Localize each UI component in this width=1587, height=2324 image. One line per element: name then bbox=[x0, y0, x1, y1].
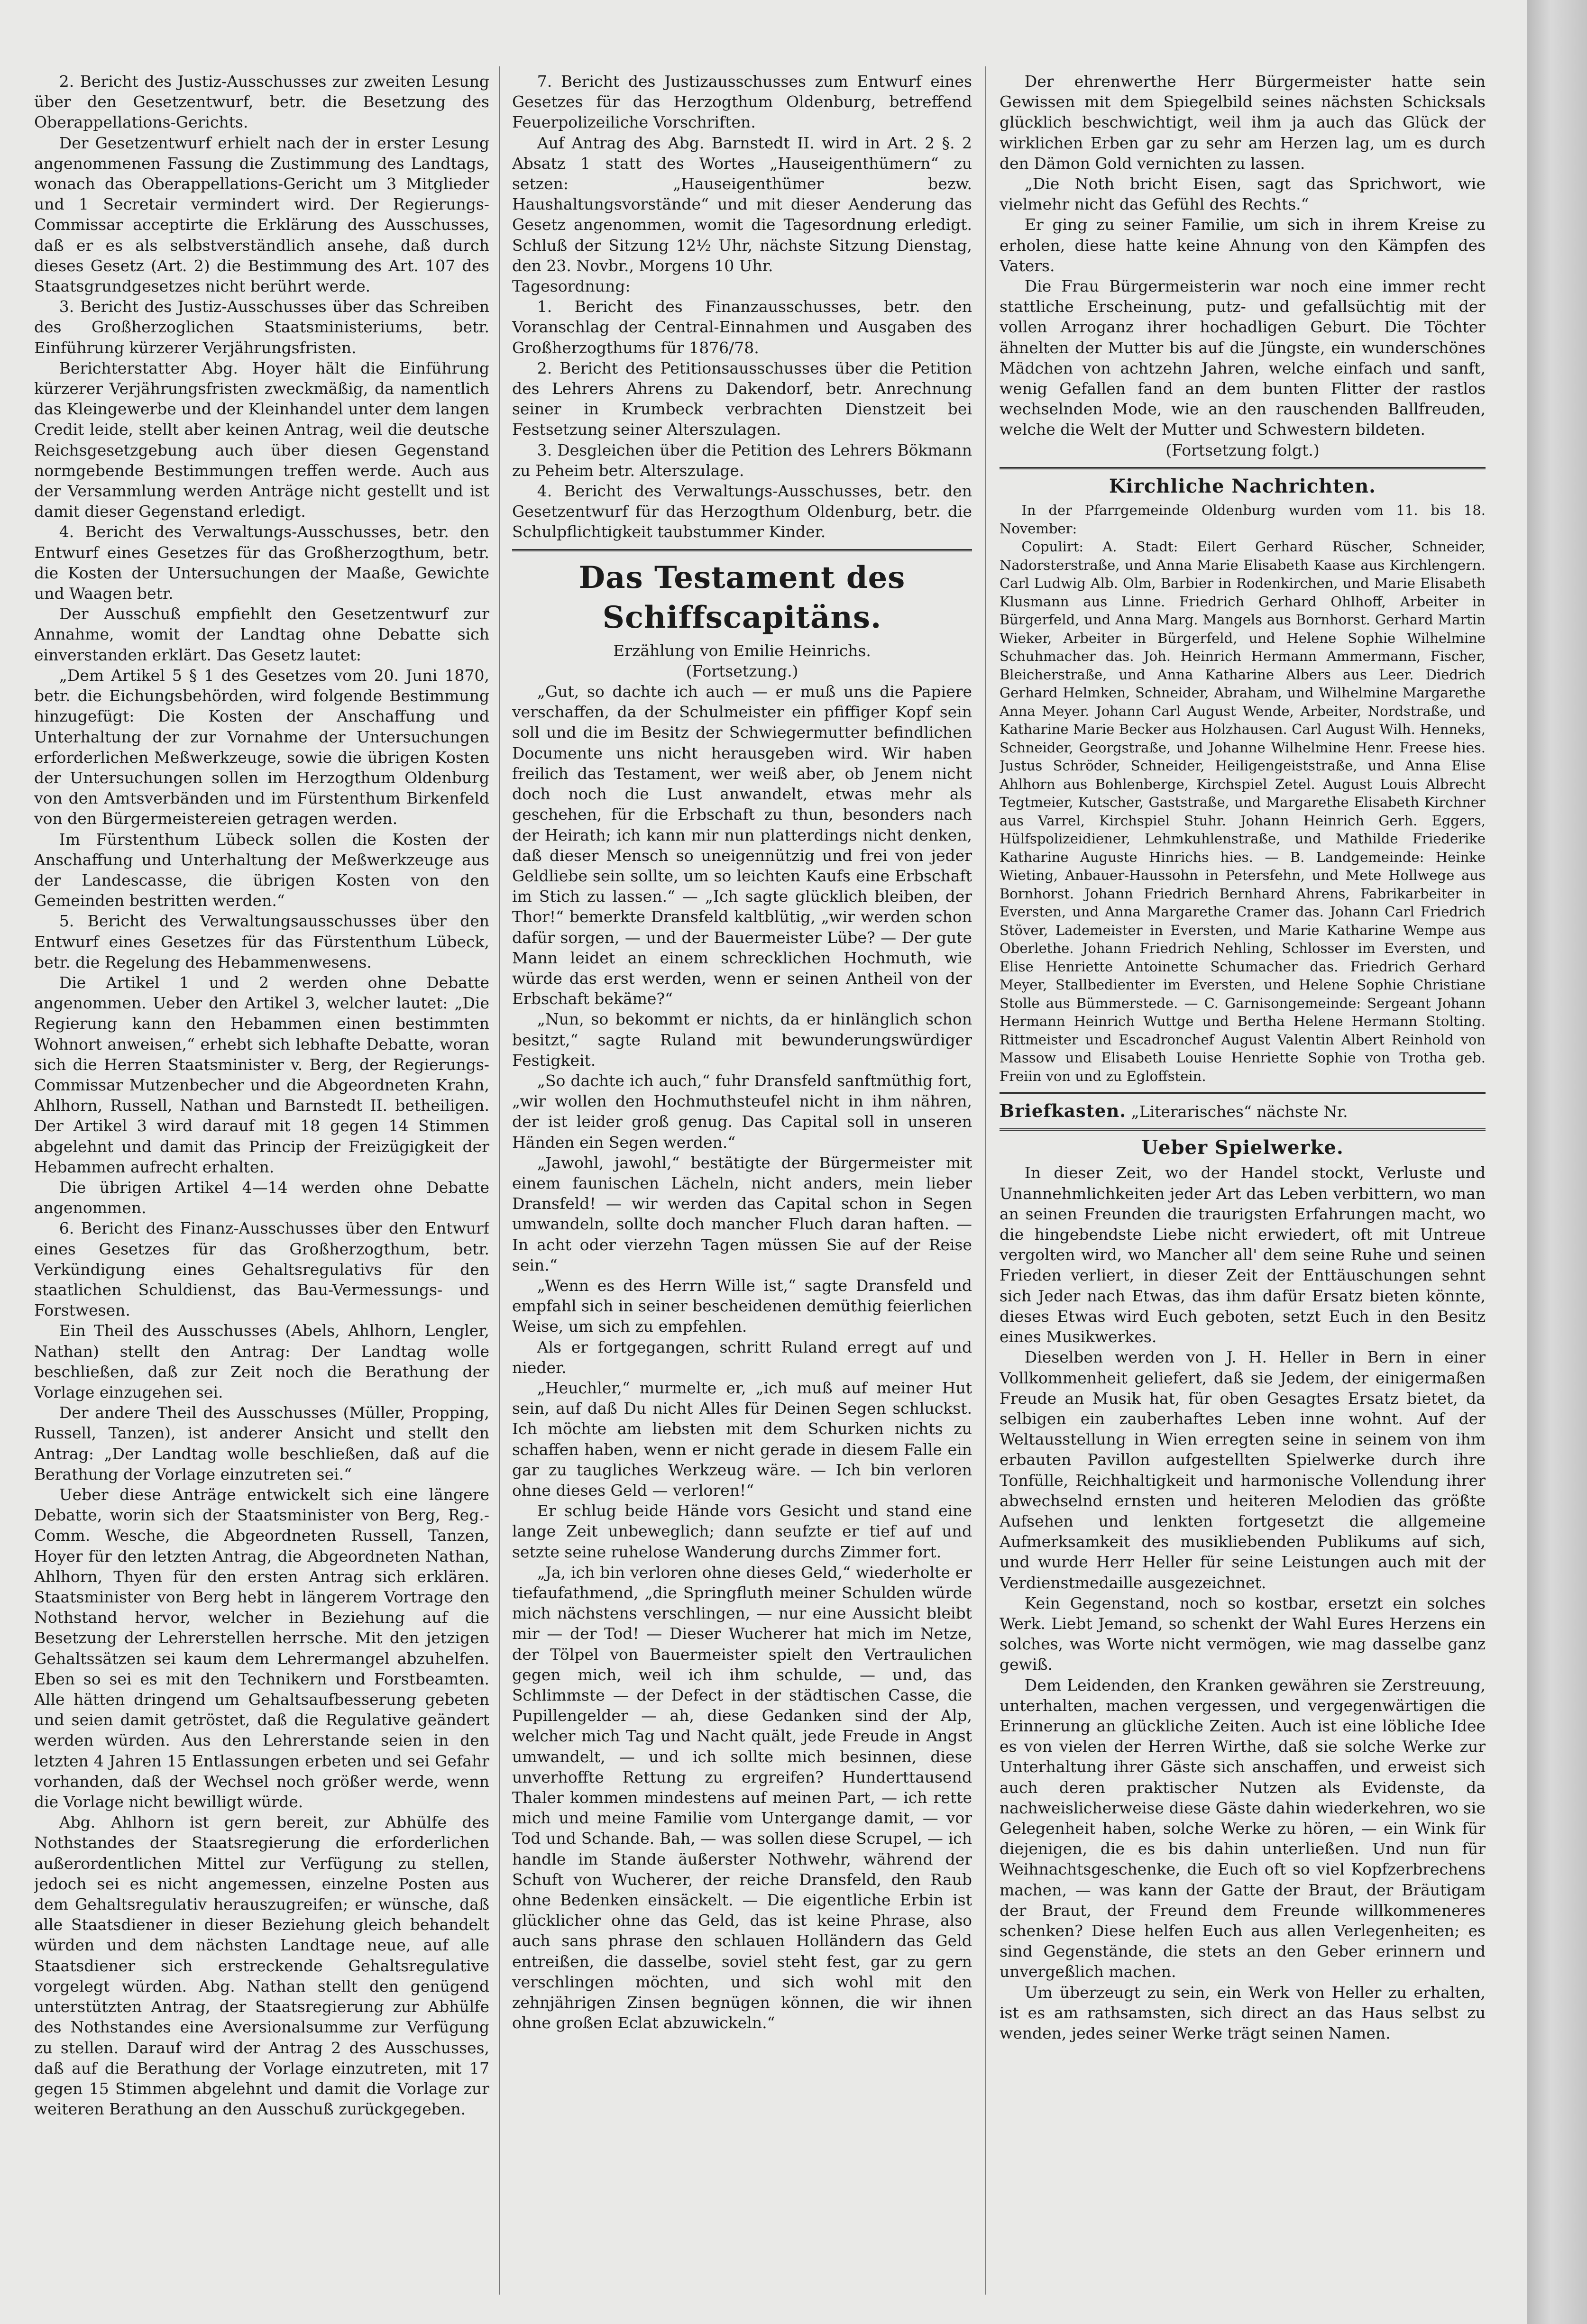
report-5-rest: Die übrigen Artikel 4—14 werden ohne Debatte angenommen. bbox=[34, 1178, 489, 1217]
story-para-3: „So dachte ich auch,“ fuhr Dransfeld sanftmüthig fort, „wir wollen den Hochmuthsteufel nicht in ihm nähren, der ist leider groß genug. Das Capital soll in unseren Händen ein Segen werden.“ bbox=[512, 1071, 972, 1152]
report-2: 2. Bericht des Justiz-Ausschusses zur zweiten Lesung über den Gesetzentwurf, betr. die Besetzung des Oberappellations-Gerichts. bbox=[34, 72, 489, 132]
law-text-1: „Dem Artikel 5 § 1 des Gesetzes vom 20. Juni 1870, betr. die Eichungsbehörden, wird folgende Bestimmung hinzugefügt: Die Kosten der Anschaffung und Unterhaltung der zur Vornahme der Untersuchungen erforderlichen Meßwerkzeuge, sowie die übrigen Kosten der Untersuchungen sollen im Herzogthum Oldenburg von den Amtsverbänden und im Fürstenthum Birkenfeld von den Bürgermeistereien getragen werden. bbox=[34, 666, 489, 828]
section-rule bbox=[1000, 467, 1486, 469]
story-title: Das Testament des Schiffscapitäns. bbox=[578, 559, 906, 635]
report-4-body: Der Ausschuß empfiehlt den Gesetzentwurf zur Annahme, womit der Landtag ohne Debatte sich einverstanden erklärt. Das Gesetz lautet: bbox=[34, 604, 489, 664]
report-4: 4. Bericht des Verwaltungs-Ausschusses, betr. den Entwurf eines Gesetzes für das Großherzogthum, betr. die Kosten der Untersuchungen der Maaße, Gewichte und Waagen betr. bbox=[34, 522, 489, 603]
report-6-motion-a: Ein Theil des Ausschusses (Abels, Ahlhorn, Lengler, Nathan) stellt den Antrag: Der Landtag wolle beschließen, daß zur Zeit noch die Berathung der Vorlage einzugehen sei. bbox=[34, 1321, 489, 1401]
story-cont-3: Er ging zu seiner Familie, um sich in ihrem Kreise zu erholen, diese hatte keine Ahnung von den Kämpfen des Vaters. bbox=[1000, 215, 1486, 275]
agenda-item-2: 2. Bericht des Petitionsausschusses über die Petition des Lehrers Ahrens zu Dakendorf, betr. Anrechnung seiner in Krumbeck verbrachten Dienstzeit bei Festsetzung seiner Alterszulagen. bbox=[512, 358, 972, 439]
agenda-heading: Tagesordnung: bbox=[512, 277, 631, 296]
report-6-ahlhorn: Abg. Ahlhorn ist gern bereit, zur Abhülfe des Nothstandes der Staatsregierung die erforderlichen außerordentlichen Mittel zur Verfügung zu stellen, jedoch sei es nicht angemessen, einzelne Posten aus dem Gehaltsregulativ herauszugreifen; er wünsche, daß alle Staatsdiener in dieser Beziehung gleich behandelt würden und dem nächsten Landtage neue, auf alle Staatsdiener sich erstreckende Gehaltsregulative vorgelegt würden. Abg. Nathan stellt den genügend unterstützten Antrag, der Staatsregierung zur Abhülfe des Nothstandes eine Aversionalsumme zur Verfügung zu stellen. Darauf wird der Antrag 2 des Ausschusses, daß auf die Berathung der Vorlage einzutreten, mit 17 gegen 15 Stimmen abgelehnt und damit die Vorlage zur weiteren Berathung an den Ausschuß zurückgegeben. bbox=[34, 1813, 489, 2119]
page-edge bbox=[1527, 0, 1587, 2324]
section-rule bbox=[512, 549, 972, 551]
church-news-text: Copulirt: A. Stadt: Eilert Gerhard Rüscher, Schneider, Nadorsterstraße, und Anna Marie Elisabeth Kaase aus Kirchlengern. Carl Ludwig Alb. Olm, Barbier in Rodenkirchen, und Marie Elisabeth Klusmann aus Linne. Friedrich Gerhard Ohlhoff, Arbeiter in Bürgerfeld, und Anna Marg. Mangels aus Bornhorst. Gerhard Martin Wieker, Arbeiter in Bürgerfeld, und Helene Sophie Wilhelmine Schuhmacher das. Joh. Heinrich Hermann Ammermann, Fischer, Bleicherstraße, und Anna Katharine Albers aus Leer. Diedrich Gerhard Helmken, Schneider, Abraham, und Wilhelmine Margarethe Anna Meyer. Johann Carl August Wende, Arbeiter, Nordstraße, und Katharine Marie Becker aus Holzhausen. Carl August Wilh. Henneks, Schneider, Georgstraße, und Johanne Wilhelmine Henr. Freese hies. Justus Schröder, Schneider, Heiligengeiststraße, und Anna Elise Ahlhorn aus Bohlenberge, Kirchspiel Zetel. August Louis Albrecht Tegtmeier, Kutscher, Gaststraße, und Margarethe Elisabeth Kirchner aus Varrel, Kirchspiel Stuhr. Johann Heinrich Gerh. Eggers, Hülfspolizeidiener, Lehmkuhlenstraße, und Mathilde Friederike Katharine Auguste Hinrichs hies. — B. Landgemeinde: Heinke Wieting, Anbauer-Haussohn in Petersfehn, und Mete Hollwege aus Bornhorst. Johann Friedrich Bernhard Ahrens, Fabrikarbeiter in Eversten, und Anna Margarethe Cramer das. Johann Carl Friedrich Stöver, Lademeister in Eversten, und Marie Katharine Wempe aus Oberlethe. Johann Friedrich Nehling, Schlosser im Eversten, und Elise Henriette Antoinette Schumacher das. Friedrich Gerhard Meyer, Stallbedienter im Eversten, und Helene Sophie Christiane Stolle aus Bümmerstede. — C. Garnisongemeinde: Sergeant Johann Hermann Heinrich Wuttge und Bertha Helene Hermann Stolting. Rittmeister und Escadronchef August Valentin Albert Reinhold von Massow und Elisabeth Louise Henriette Sophie von Trotha geb. Freiin von und zu Egloffstein. bbox=[1000, 539, 1486, 1084]
mailbox-title: Briefkasten. bbox=[1000, 1100, 1127, 1122]
mailbox bbox=[1000, 1101, 1486, 1122]
story-continuation: (Fortsetzung.) bbox=[686, 661, 798, 680]
law-text-2: Im Fürstenthum Lübeck sollen die Kosten der Anschaffung und Unterhaltung der Meßwerkzeuge aus der Landescasse, die übrigen Kosten von den Gemeinden bestritten werden.“ bbox=[34, 830, 489, 910]
mailbox-text: „Literarisches“ nächste Nr. bbox=[1131, 1102, 1348, 1121]
report-7: 7. Bericht des Justizausschusses zum Entwurf eines Gesetzes für das Herzogthum Oldenburg, betreffend Feuerpolizeiliche Vorschriften. bbox=[512, 72, 972, 132]
report-5: 5. Bericht des Verwaltungsausschusses über den Entwurf eines Gesetzes für das Fürstenthum Lübeck, betr. die Regelung des Hebammenwesens. bbox=[34, 912, 489, 971]
column-divider-1 bbox=[499, 66, 500, 2295]
ad-title: Ueber Spielwerke. bbox=[1141, 1136, 1344, 1159]
ad-para-3: Kein Gegenstand, noch so kostbar, ersetzt ein solches Werk. Liebt Jemand, so schenkt der Wahl Eures Herzens ein solches, was Worte nicht vermögen, wie mag dasselbe ganz gewiß. bbox=[1000, 1593, 1486, 1674]
report-6-motion-b: Der andere Theil des Ausschusses (Müller, Propping, Russell, Tanzen), ist anderer Ansicht und stellt den Antrag: „Der Landtag wolle beschließen, daß auf die Berathung der Vorlage einzutreten sei.“ bbox=[34, 1403, 489, 1483]
story-byline: Erzählung von Emilie Heinrichs. bbox=[613, 641, 871, 660]
column-3 bbox=[1000, 71, 1486, 2299]
column-divider-2 bbox=[985, 66, 986, 2295]
story-para-6: Als er fortgegangen, schritt Ruland erregt auf und nieder. bbox=[512, 1337, 972, 1377]
church-news-title: Kirchliche Nachrichten. bbox=[1109, 475, 1376, 497]
story-footer: (Fortsetzung folgt.) bbox=[1165, 440, 1320, 459]
ad-para-2: Dieselben werden von J. H. Heller in Bern in einer Vollkommenheit geliefert, daß sie Jedem, der einigermaßen Freude an Musik hat, für oben Gesagtes Ersatz bietet, da selbigen ein zauberhaftes Leben inne wohnt. Auf der Weltausstellung in Wien erregten seine in seinem von ihm erbauten Pavillon aufgestellten Spielwerke durch ihre Tonfülle, Reichhaltigkeit und harmonische Vollendung ihrer abwechselnd ernsten und heiteren Melodien das größte Aufsehen und lenkten fortgesetzt die allgemeine Aufmerksamkeit des musikliebenden Publikums auf sich, und wurde Herr Heller für seine Leistungen auch mit der Verdienstmedaille ausgezeichnet. bbox=[1000, 1348, 1486, 1592]
report-2-body: Der Gesetzentwurf erhielt nach der in erster Lesung angenommenen Fassung die Zustimmung des Landtags, wonach das Oberappellations-Gericht um 3 Mitglieder und 1 Secretair vermindert wird. Der Regierungs-Commissar acceptirte die Erklärung des Ausschusses, daß er es als selbstverständlich ansehe, daß durch dieses Gesetz (Art. 2) die Bestimmung des Art. 107 des Staatsgrundgesetzes nicht berührt werde. bbox=[34, 133, 489, 296]
report-5-body: Die Artikel 1 und 2 werden ohne Debatte angenommen. Ueber den Artikel 3, welcher lautet: „Die Regierung kann den Hebammen einen bestimmten Wohnort anweisen,“ erhebt sich lebhafte Debatte, woran sich die Herren Staatsminister v. Berg, der Regierungs-Commissar Mutzenbecher und die Abgeordneten Krahn, Ahlhorn, Russell, Nathan und Barnstedt II. betheiligen. Der Artikel 3 wird darauf mit 18 gegen 14 Stimmen abgelehnt und damit das Princip der Freizügigkeit der Hebammen aufrecht erhalten. bbox=[34, 973, 489, 1176]
agenda-item-3: 3. Desgleichen über die Petition des Lehrers Bökmann zu Peheim betr. Alterszulage. bbox=[512, 440, 972, 480]
agenda-item-4: 4. Bericht des Verwaltungs-Ausschusses, betr. den Gesetzentwurf für das Herzogthum Oldenburg, betr. die Schulpflichtigkeit taubstummer Kinder. bbox=[512, 482, 972, 541]
report-3-body: Berichterstatter Abg. Hoyer hält die Einführung kürzerer Verjährungsfristen zweckmäßig, da namentlich das Kleingewerbe und der Kleinhandel unter dem langen Credit leide, stellt aber keinen Antrag, weil die deutsche Reichsgesetzgebung auch über diesen Gegenstand normgebende Bestimmungen treffen werde. Auch aus der Versammlung werden Anträge nicht gestellt und ist damit dieser Gegenstand erledigt. bbox=[34, 358, 489, 521]
story-para-1: „Gut, so dachte ich auch — er muß uns die Papiere verschaffen, da der Schulmeister ein pfiffiger Kopf sein soll und die im Besitz der Schwiegermutter befindlichen Documente uns nicht herausgeben wird. Wir haben freilich das Testament, wer weiß aber, ob Jenem nicht doch noch die Lust anwandelt, etwas mehr als geschehen, für die Erbschaft zu thun, besonders nach der Heirath; ich kann mir nun platterdings nicht denken, daß dieser Mensch so uneigennützig und frei von jeder Geldliebe sein sollte, um so leichten Kaufs eine Erbschaft im Stich zu lassen.“ — „Ich sagte glücklich bleiben, der Thor!“ bemerkte Dransfeld kaltblütig, „wir werden schon dafür sorgen, — und der Bauermeister Lübe? — Der gute Mann leidet an einem schrecklichen Hochmuth, wie würde das erst werden, wenn er seinen Antheil von der Erbschaft bekäme?“ bbox=[512, 682, 972, 1008]
story-para-7: „Heuchler,“ murmelte er, „ich muß auf meiner Hut sein, auf daß Du nicht Alles für Deinen Segen schluckst. Ich möchte am liebsten mit dem Schurken nichts zu schaffen haben, wenn er nicht gerade in diesem Falle ein gar zu taugliches Werkzeug wäre. — Ich bin verloren ohne dieses Geld — verloren!“ bbox=[512, 1378, 972, 1500]
agenda-item-1: 1. Bericht des Finanzausschusses, betr. den Voranschlag der Central-Einnahmen und Ausgaben des Großherzogthums für 1876/78. bbox=[512, 297, 972, 357]
story-para-8: Er schlug beide Hände vors Gesicht und stand eine lange Zeit unbeweglich; dann seufzte er tief auf und setzte seine ruhelose Wanderung durchs Zimmer fort. bbox=[512, 1501, 972, 1561]
report-6: 6. Bericht des Finanz-Ausschusses über den Entwurf eines Gesetzes für das Großherzogthum, betr. Verkündigung eines Gehaltsregulativs für den staatlichen Schuldienst, das Bau-Vermessungs- und Forstwesen. bbox=[34, 1219, 489, 1320]
story-para-5: „Wenn es des Herrn Wille ist,“ sagte Dransfeld und empfahl sich in seiner bescheidenen demüthig feierlichen Weise, um sich zu empfehlen. bbox=[512, 1276, 972, 1336]
ad-para-4: Dem Leidenden, den Kranken gewähren sie Zerstreuung, unterhalten, machen vergessen, und vergegenwärtigen die Erinnerung an glückliche Zeiten. Auch ist eine löbliche Idee es von vielen der Herren Wirthe, daß sie solche Werke zur Unterhaltung ihrer Gäste sich anschaffen, und erweist sich auch deren praktischer Nutzen als Evidenste, da nachweislicherweise diese Gäste dahin wiederkehren, wo sie Gelegenheit haben, solche Werke zu hören, — ein Wink für diejenigen, die es bis dahin unterließen. Und nun für Weihnachtsgeschenke, die Euch oft so viel Kopfzerbrechens machen, — was kann der Gatte der Braut, der Bräutigam der Braut, der Freund dem Freunde willkommeneres schenken? Diese helfen Euch aus allen Verlegenheiten; es sind Gegenstände, die stets an den Geber erinnern und unvergeßlich machen. bbox=[1000, 1675, 1486, 1981]
column-1 bbox=[34, 71, 489, 2299]
story-para-4: „Jawohl, jawohl,“ bestätigte der Bürgermeister mit einem faunischen Lächeln, nicht anders, mein lieber Dransfeld! — wir werden das Capital schon in Segen umwandeln, sollte doch mancher Fluch daran haften. — In acht oder vierzehn Tagen müssen Sie auf der Reise sein.“ bbox=[512, 1153, 972, 1274]
section-rule bbox=[1000, 1128, 1486, 1131]
story-cont-1: Der ehrenwerthe Herr Bürgermeister hatte sein Gewissen mit dem Spiegelbild seines nächsten Schicksals glücklich beschwichtigt, weil ihm ja auch das Glück der wirklichen Erben gar zu sehr am Herzen lag, um es durch den Dämon Gold vernichten zu lassen. bbox=[1000, 72, 1486, 173]
ad-para-5: Um überzeugt zu sein, ein Werk von Heller zu erhalten, ist es am rathsamsten, sich direct an das Haus selbst zu wenden, jedes seiner Werke trägt seinen Namen. bbox=[1000, 1983, 1486, 2042]
section-rule bbox=[1000, 1092, 1486, 1094]
story-cont-4: Die Frau Bürgermeisterin war noch eine immer recht stattliche Erscheinung, putz- und gefallsüchtig mit der vollen Arroganz ihrer hochadligen Geburt. Die Töchter ähnelten der Mutter bis auf die Jüngste, ein wunderschönes Mädchen von achtzehn Jahren, welche einfach und sanft, wenig Gefallen fand an dem bunten Flitter der rastlos wechselnden Mode, wie an den rauschenden Ballfreuden, welche die Welt der Mutter und Schwestern bildeten. bbox=[1000, 277, 1486, 439]
report-6-debate: Ueber diese Anträge entwickelt sich eine längere Debatte, worin sich der Staatsminister von Berg, Reg.-Comm. Wesche, die Abgeordneten Russell, Tanzen, Hoyer für den letzten Antrag, die Abgeordneten Nathan, Ahlhorn, Thyen für den ersten Antrag sich erklären. Staatsminister von Berg hebt in längerem Vortrage den Nothstand hervor, welcher in Beziehung auf die Besetzung der Lehrerstellen herrsche. Mit den jetzigen Gehaltssätzen sei kaum dem Lehrermangel abzuhelfen. Eben so sei es mit den Technikern und Forstbeamten. Alle hätten dringend um Gehaltsaufbesserung gebeten und seien damit getröstet, daß die Regulative geändert werden würden. Aus den Lehrerstande seien in den letzten 4 Jahren 15 Entlassungen erbeten und sei Gefahr vorhanden, daß der Wechsel noch größer werde, wenn die Vorlage nicht bewilligt würde. bbox=[34, 1485, 489, 1812]
report-3: 3. Bericht des Justiz-Ausschusses über das Schreiben des Großherzoglichen Staatsministeriums, betr. Einführung kürzerer Verjährungsfristen. bbox=[34, 297, 489, 357]
story-para-9: „Ja, ich bin verloren ohne dieses Geld,“ wiederholte er tiefaufathmend, „die Springfluth meiner Schulden würde mich nächstens verschlingen, — nur eine Aussicht bleibt mir — der Tod! — Dieser Wucherer hat mich im Netze, der Tölpel von Bauermeister spielt den Vertraulichen gegen mich, weil ich ihm schulde, — und, das Schlimmste — der Defect in der städtischen Casse, die Pupillengelder — ah, diese Gedanken sind der Alp, welcher mich Tag und Nacht quält, jede Freude in Angst umwandelt, — und ich sollte mich besinnen, diese unverhoffte Rettung zu ergreifen? Hunderttausend Thaler kommen mindestens auf meinen Part, — ich rette mich und meine Familie vom Untergange damit, — vor Tod und Schande. Bah, — was sollen diese Scrupel, — ich handle im Stande äußerster Nothwehr, während der Schuft von Wucherer, der reiche Dransfeld, den Raub ohne Bedenken einsäckelt. — Die eigentliche Erbin ist glücklicher ohne das Geld, das ist keine Phrase, also auch sans phrase den schlauen Holländern das Geld entreißen, die dasselbe, soviel steht fest, gar zu gern verschlingen möchten, und sich wohl mit den zehnjährigen Zinsen begnügen können, die wir ihnen ohne großen Eclat abzuwickeln.“ bbox=[512, 1563, 972, 2032]
ad-para-1: In dieser Zeit, wo der Handel stockt, Verluste und Unannehmlichkeiten jeder Art das Leben verbittern, wo man an seinen Freunden die traurigsten Erfahrungen macht, wo die hingebendste Liebe nicht erwiedert, oft mit Untreue vergolten wird, wo Mancher all' dem seine Ruhe und seinen Frieden verliert, in dieser Zeit der Enttäuschungen sehnt sich Jeder nach Etwas, das ihm dafür Ersatz bieten könnte, dieses Etwas wird Euch geboten, setzt Euch in den Besitz eines Musikwerkes. bbox=[1000, 1163, 1486, 1346]
story-cont-2: „Die Noth bricht Eisen, sagt das Sprichwort, wie vielmehr nicht das Gefühl des Rechts.“ bbox=[1000, 174, 1486, 214]
report-7-body: Auf Antrag des Abg. Barnstedt II. wird in Art. 2 §. 2 Absatz 1 statt des Wortes „Hauseigenthümern“ zu setzen: „Hauseigenthümer bezw. Haushaltungsvorstände“ und mit dieser Aenderung das Gesetz angenommen, womit die Tagesordnung erledigt. Schluß der Sitzung 12½ Uhr, nächste Sitzung Dienstag, den 23. Novbr., Morgens 10 Uhr. bbox=[512, 133, 972, 275]
church-news-intro: In der Pfarrgemeinde Oldenburg wurden vom 11. bis 18. November: bbox=[1000, 502, 1486, 537]
column-2 bbox=[512, 71, 972, 2299]
story-para-2: „Nun, so bekommt er nichts, da er hinlänglich schon besitzt,“ sagte Ruland mit bewunderungswürdiger Festigkeit. bbox=[512, 1010, 972, 1070]
